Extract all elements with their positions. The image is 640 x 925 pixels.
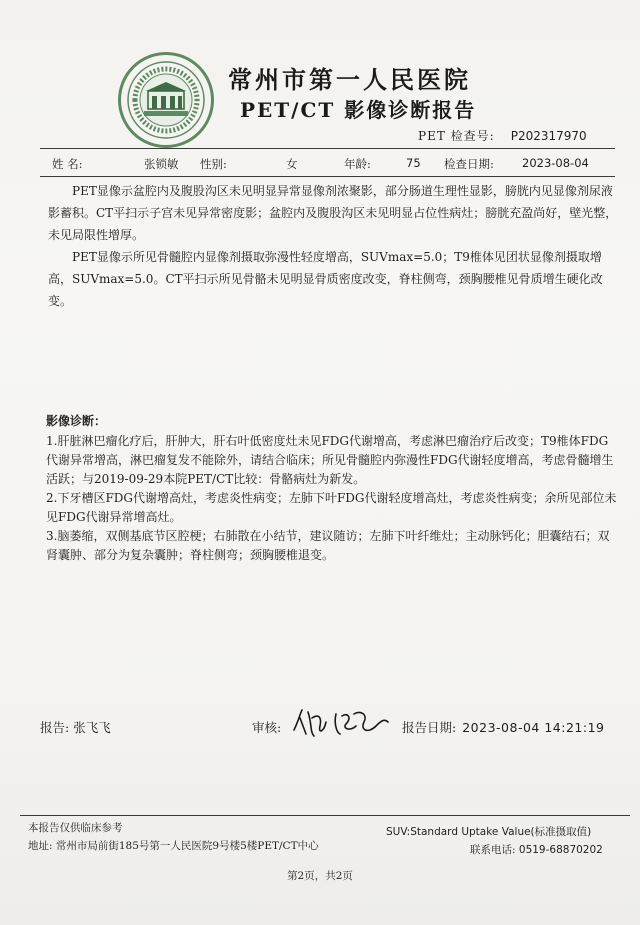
reporter-name: 张飞飞 xyxy=(73,720,111,735)
phone-label: 联系电话: xyxy=(470,844,516,856)
signature-row xyxy=(40,712,640,746)
reporter xyxy=(40,718,111,736)
pet-number-value: P202317970 xyxy=(510,129,587,143)
reviewer-label: 审核: xyxy=(252,720,282,735)
reporter-label: 报告: xyxy=(40,720,70,735)
patient-age: 75 xyxy=(406,156,421,170)
report-date-value: 2023-08-04 14:21:19 xyxy=(462,720,605,735)
findings-paragraph: PET显像示盆腔内及腹股沟区未见明显异常显像剂浓聚影，部分肠道生理性显影，膀胱内见显像剂尿液影蓄积。CT平扫示子宫未见异常密度影；盆腔内及腹股沟区未见明显占位性病灶；膀胱充盈尚好，壁光整，未见局限性增厚。 xyxy=(48,184,618,242)
footer-note: 本报告仅供临床参考 xyxy=(28,822,123,834)
report-title: PET/CT 影像诊断报告 xyxy=(240,98,477,122)
gender-label: 性别: xyxy=(200,157,227,171)
patient-gender: 女 xyxy=(286,157,298,171)
hospital-name: 常州市第一人民医院 xyxy=(228,65,471,94)
exam-date-label: 检查日期: xyxy=(444,157,494,171)
header-divider xyxy=(40,148,615,149)
footer-divider xyxy=(20,815,630,816)
findings-paragraph: PET显像示所见骨髓腔内显像剂摄取弥漫性轻度增高，SUVmax=5.0；T9椎体见团状显像剂摄取增高，SUVmax=5.0。CT平扫示所见骨骼未见明显骨质密度改变，脊柱侧弯，颈胸腰椎见骨质增生硬化改变。 xyxy=(48,250,603,308)
hospital-logo xyxy=(118,52,214,148)
pet-number-label: PET 检查号: xyxy=(418,129,495,143)
diagnosis-heading: 影像诊断： xyxy=(46,414,107,428)
patient-info-row xyxy=(48,156,618,176)
info-divider xyxy=(40,176,615,177)
exam-date: 2023-08-04 xyxy=(522,156,589,170)
diagnosis-item: 2.下牙槽区FDG代谢增高灶，考虑炎性病变；左肺下叶FDG代谢轻度增高灶，考虑炎性病变；余所见部位未见FDG代谢异常增高灶。 xyxy=(46,491,617,524)
report-date-label: 报告日期: xyxy=(402,720,457,735)
age-label: 年龄: xyxy=(344,157,371,171)
diagnosis-item: 1.肝脏淋巴瘤化疗后，肝肿大，肝右叶低密度灶未见FDG代谢增高，考虑淋巴瘤治疗后改变；T9椎体FDG代谢异常增高，淋巴瘤复发不能除外，请结合临床；所见骨髓腔内弥漫性FDG代谢轻度增高，考虑骨髓增生活跃；与2019-09-29本院PET/CT比较：骨骼病灶为新发。 xyxy=(46,434,614,486)
footer-phone xyxy=(470,842,603,857)
patient-name: 张锁敏 xyxy=(144,157,179,171)
pet-number xyxy=(418,127,587,144)
report-date xyxy=(402,718,604,736)
name-label: 姓 名: xyxy=(52,157,83,171)
phone-number: 0519-68870202 xyxy=(518,844,603,856)
page-number: 第2页，共2页 xyxy=(287,870,353,882)
reviewer-signature xyxy=(290,704,400,744)
diagnosis-item: 3.脑萎缩，双侧基底节区腔梗；右肺散在小结节，建议随访；左肺下叶纤维灶；主动脉钙化；胆囊结石；双肾囊肿、部分为复杂囊肿；脊柱侧弯；颈胸腰椎退变。 xyxy=(46,529,610,562)
findings-section xyxy=(48,180,618,312)
diagnosis-section xyxy=(46,432,618,565)
footer-address: 地址: 常州市局前街185号第一人民医院9号楼5楼PET/CT中心 xyxy=(28,840,319,852)
footer-suv-note: SUV:Standard Uptake Value(标准摄取值) xyxy=(386,826,592,838)
